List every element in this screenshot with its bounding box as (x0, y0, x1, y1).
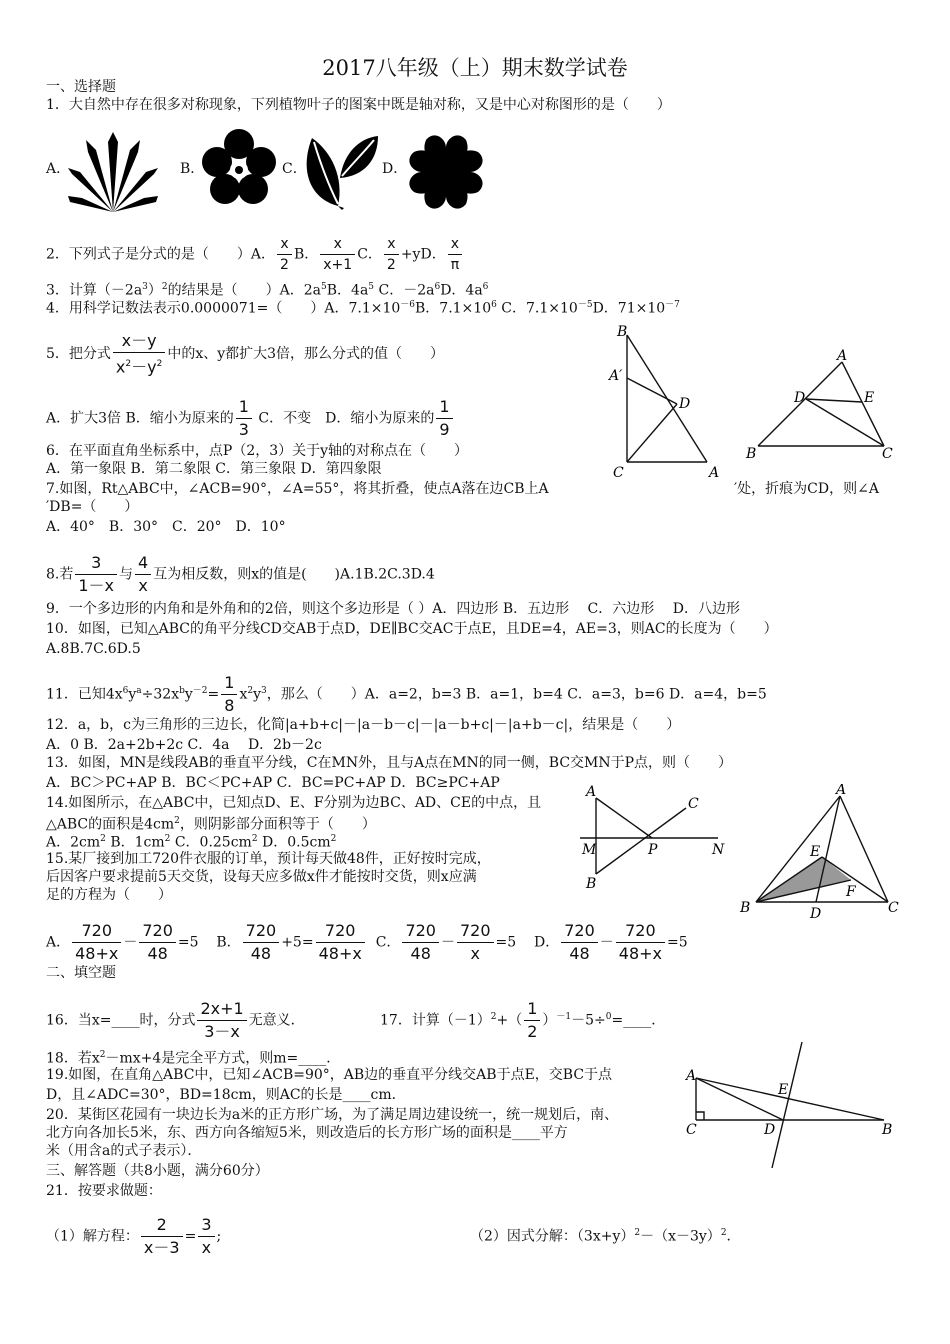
svg-text:F: F (846, 884, 856, 900)
q1-label-b: B． (180, 161, 205, 177)
f7-label-a: A (709, 465, 720, 481)
q2-line: 2．下列式子是分式的是（ ）A． $\frac{x}{2}$ B． $\frac{x}{x+1}$ C． $\frac{x}{2}$ +yD． $\frac{x}{\pi}$ (46, 234, 464, 275)
svg-text:E: E (864, 390, 875, 406)
q1-label-c: C． (282, 161, 307, 177)
leaf-a-image (68, 132, 158, 216)
q15-line2: 后因客户要求提前5天交货，设每天应多做x件才能按时交货，则x应满 (46, 869, 477, 885)
figure-q13 (578, 782, 728, 892)
leaf-b-image (198, 126, 280, 208)
q10-stem: 10．如图，已知△ABC的角平分线CD交AB于点D，DE∥BC交AC于点E，且DE=4，AE=3，则AC的长度为（ ） (46, 621, 778, 637)
svg-text:A: A (836, 784, 847, 798)
q10-options: A.8B.7C.6D.5 (46, 641, 141, 657)
q4-line: 4．用科学记数法表示0.0000071=（ ）A．$7.1\times 10^{-6}B$．$7.1\times 10^6$ C．$7.1\times 10^{-5}D$．$71\times 10^{-7}$ (46, 300, 680, 317)
q7-stem-tail: ′处，折痕为CD，则∠A (734, 481, 879, 497)
svg-text:D: D (764, 1122, 776, 1138)
q6-options: A．第一象限 B．第二象限 C．第三象限 D．第四象限 (46, 461, 382, 477)
q18-line: 18．若$x^2-mx+4$是完全平方式，则m=____． (46, 1050, 341, 1067)
f7-label-c: C (613, 465, 624, 481)
svg-text:B: B (746, 446, 757, 462)
svg-text:A: A (686, 1068, 697, 1084)
q14-line1: 14.如图所示，在△ABC中，已知点D、E、F分别为边BC、AD、CE的中点，且 (46, 795, 542, 811)
q1-stem: 1．大自然中存在很多对称现象，下列植物叶子的图案中既是轴对称，又是中心对称图形的是（ ） (46, 97, 671, 113)
svg-text:A: A (837, 348, 848, 364)
q16-line: 16．当x=____时，分式 $\frac{2x+1}{3-x}$ 无意义． (46, 999, 305, 1041)
svg-text:B: B (586, 876, 597, 892)
q21-part1: （1）解方程： $\frac{2}{x-3}$ = $\frac{3}{x}$ ; (46, 1215, 222, 1257)
q13-stem: 13．如图，MN是线段AB的垂直平分线，C在MN外，且与A点在MN的同一侧，BC交MN于P点，则（ ） (46, 755, 733, 771)
q1-label-a: A． (46, 161, 71, 177)
svg-text:B: B (740, 900, 751, 916)
section-fill: 二、填空题 (46, 965, 116, 981)
svg-text:P: P (648, 842, 658, 858)
q13-options: A．BC＞PC+AP B．BC＜PC+AP C．BC=PC+AP D．BC≥PC+AP (46, 775, 500, 791)
q15-line3: 足的方程为（ ） (46, 887, 172, 903)
q7-options: A．40° B．30° C．20° D．10° (46, 519, 286, 535)
q5-line: 5．把分式 $\frac{x-y}{x^2-y^2}$ 中的x、y都扩大3倍，那么分式的值（ ） (46, 331, 445, 377)
svg-text:B: B (882, 1122, 893, 1138)
svg-text:M: M (582, 842, 597, 858)
q20-line1: 20．某街区花园有一块边长为a米的正方形广场，为了满足周边建设统一，统一规划后，南、 (46, 1107, 619, 1123)
q3-line: 3．计算$(-2a^3)^2$的结果是（ ）A．$2a^5B$．$4a^5$ C．$-2a^6D$．$4a^6$ (46, 282, 489, 299)
svg-text:E: E (778, 1082, 789, 1098)
q6-stem: 6．在平面直角坐标系中，点P（2，3）关于y轴的对称点在（ ） (46, 443, 469, 459)
figure-q7 (605, 320, 735, 485)
svg-text:D: D (794, 390, 806, 406)
leaf-c-image (298, 128, 382, 210)
q12-stem: 12．a，b，c为三角形的三边长，化简|a+b+c|－|a－b－c|－|a－b+c|－|a+b－c|，结果是（ ） (46, 717, 681, 733)
section-choice: 一、选择题 (46, 79, 116, 95)
q21-part2: （2）因式分解：$(3x+y)^2-(x-3y)^2$． (470, 1228, 741, 1245)
q19-line1: 19.如图，在直角△ABC中，已知∠ACB=90°，AB边的垂直平分线交AB于点E，交BC于点 (46, 1067, 613, 1083)
q7-stem: 7.如图，Rt△ABC中，∠ACB=90°，∠A=55°，将其折叠，使点A落在边CB上A (46, 481, 549, 497)
q14-options: A．$2cm^2$ B．$1cm^2$ C．$0.25cm^2$ D．$0.5cm^2$ (46, 834, 337, 851)
svg-text:N: N (712, 842, 725, 858)
q20-line3: 米（用含a的式子表示）． (46, 1143, 202, 1159)
q11-line: 11．已知$4x^6y^a\div 32x^by^{-2}=$ $\frac{1}{8}$ $x^2y^3$，那么（ ）A．a=2，b=3 B．a=1，b=4 C．a=3，b=6 D．a=4，b=5 (46, 673, 767, 715)
q5-options: A．扩大3倍 B．缩小为原来的 $\frac{1}{3}$ C．不变 D．缩小为原来的 $\frac{1}{9}$ (46, 396, 455, 441)
f7-label-b: B (617, 324, 628, 340)
q9-line: 9．一个多边形的内角和是外角和的2倍，则这个多边形是（ ）A．四边形 B．五边形 C．六边形 D．八边形 (46, 601, 740, 617)
q15-line1: 15.某厂接到加工720件衣服的订单，预计每天做48件，正好按时完成， (46, 851, 491, 867)
q20-line2: 北方向各加长5米，东、西方向各缩短5米，则改造后的长方形广场的面积是____平方 (46, 1125, 568, 1141)
q15-options: A． $\frac{720}{48+x}$ － $\frac{720}{48}$ =5 B． $\frac{720}{48}$ +5= $\frac{720}{48+x}$ C． $\frac{720}{48}$ － $\frac{720}{x}$ =5 D． $\frac{720}{48}$ － $\frac{720}{48+x}$ =5 (46, 921, 688, 963)
figure-q19 (684, 1040, 896, 1170)
f7-label-aprime: A′ (609, 368, 623, 384)
figure-q14 (736, 784, 902, 924)
f7-label-d: D (679, 396, 691, 412)
svg-text:E: E (810, 844, 821, 860)
q19-line2: D，且∠ADC=30°，BD=18cm，则AC的长是____cm． (46, 1087, 406, 1103)
q17-line: 17．计算$(-1)^2+$（ $\frac{1}{2}$ ）$^{-1}$－5÷$^0$=____． (380, 999, 666, 1041)
q7-line2: ′DB=（ ） (46, 499, 139, 515)
svg-text:C: C (882, 446, 893, 462)
q12-options: A．0 B．2a+2b+2c C．4a D．2b－2c (46, 737, 322, 753)
q1-label-d: D． (382, 161, 408, 177)
leaf-d-image (404, 130, 488, 214)
page-title: 2017八年级（上）期末数学试卷 (322, 56, 628, 80)
svg-text:C: C (686, 1122, 697, 1138)
q21-stem: 21．按要求做题： (46, 1183, 162, 1199)
q14-line2: △ABC的面积是$4cm^2$，则阴影部分面积等于（ ） (46, 816, 376, 833)
svg-text:C: C (888, 900, 899, 916)
section-answer: 三、解答题（共8小题，满分60分） (46, 1163, 269, 1179)
svg-text:A: A (586, 784, 597, 800)
figure-q10 (744, 348, 904, 466)
q8-line: 8.若 $\frac{3}{1-x}$ 与 $\frac{4}{x}$ 互为相反数，则x的值是( )A.1B.2C.3D.4 (46, 553, 435, 595)
svg-text:C: C (688, 796, 699, 812)
svg-text:D: D (810, 906, 822, 922)
